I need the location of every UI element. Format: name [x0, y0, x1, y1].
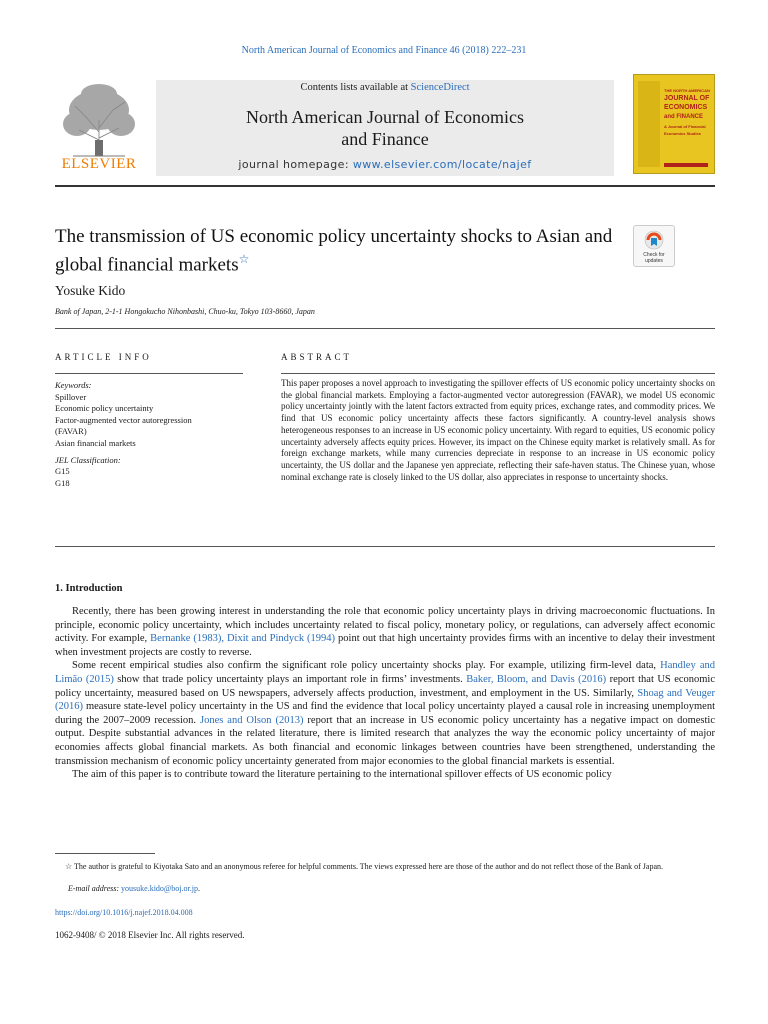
cover-bar — [664, 163, 708, 167]
paragraph — [55, 605, 715, 659]
cover-line: A Journal of Financial — [664, 124, 706, 129]
homepage-prefix: journal homepage: — [238, 158, 353, 171]
journal-title: North American Journal of Economics and Finance — [246, 107, 524, 149]
section-heading-introduction: 1. Introduction — [55, 583, 123, 594]
cover-strip — [638, 81, 660, 167]
publisher-name: ELSEVIER — [61, 156, 137, 172]
footnote — [55, 861, 715, 872]
journal-cover-thumbnail[interactable] — [633, 74, 715, 174]
jel-label: JEL Classification: — [55, 454, 121, 465]
article-info-rule — [55, 373, 243, 374]
email-label: E-mail address: — [68, 884, 120, 893]
text: Recently, there has been growing interest in understanding the role that economic policy uncertainty plays in driving macroeconomic fluctuations. In principle, economic policy uncertainty, which includes uncertainty related to fiscal policy, monetary policy, or regulations, can adversely affect economic activity. For example, — [55, 606, 715, 645]
citation-link[interactable]: Baker, Bloom, and Davis (2016) — [466, 673, 607, 685]
contents-prefix: Contents lists available at — [300, 82, 411, 93]
abstract-text: This paper proposes a novel approach to investigating the spillover effects of US economic policy uncertainty shocks on the global financial markets. Employing a factor-augmented vector autoregression (FAVAR), we model US economic policy uncertainty jointly with the latent factors extracted from equity prices, exchange rates, and commodity prices. We find that US economic policy uncertainty affects these factors significantly. A country-level analysis shows heterogeneous responses to an increase in US economic policy uncertainty. With regard to equities, US economic policy uncertainty adversely affects equity prices. However, its impact on the Chinese equity market is relatively small. As for foreign exchange markets, while many currencies depreciate in response to an increase in US economic policy uncertainty, the US dollar and the Japanese yen appreciate, reflecting their safe-haven status. The Chinese yuan, whose nominal exchange rate is closely linked to the US dollar, also appreciates in response to uncertainty shocks. — [281, 378, 715, 482]
copyright-notice: 1062-9408/ © 2018 Elsevier Inc. All rights reserved. — [55, 930, 245, 940]
sciencedirect-link[interactable]: ScienceDirect — [410, 82, 470, 93]
header-rule — [55, 185, 715, 187]
paper-title-text: The transmission of US economic policy uncertainty shocks to Asian and global financial markets — [55, 226, 613, 276]
citation-link[interactable]: Handley and Limão (2015) — [55, 660, 715, 685]
introduction-body — [55, 605, 715, 782]
cover-line: ECONOMICS — [664, 104, 708, 111]
text: Some recent empirical studies also confirm the significant role policy uncertainty shocks play. For example, utilizing firm-level data, — [72, 660, 661, 672]
check-updates-label: Check for updates — [643, 252, 665, 264]
email-link[interactable]: yousuke.kido@boj.or.jp — [121, 884, 198, 893]
doi-link[interactable]: https://doi.org/10.1016/j.najef.2018.04.008 — [55, 908, 193, 917]
masthead — [55, 72, 715, 174]
article-info-panel — [55, 380, 245, 489]
cover-line: and FINANCE — [664, 114, 703, 120]
journal-citation-link[interactable]: North American Journal of Economics and Finance 46 (2018) 222–231 — [241, 45, 527, 56]
check-updates-icon — [634, 226, 674, 252]
citation-link[interactable]: Bernanke (1983), Dixit and Pindyck (1994) — [150, 633, 336, 645]
keyword-item: Spillover — [55, 391, 87, 402]
cover-line: JOURNAL OF — [664, 95, 710, 102]
email-end: . — [197, 884, 200, 893]
cover-line: Economics Studies — [664, 131, 701, 136]
paragraph — [55, 659, 715, 768]
text: report that an increase in US economic policy uncertainty has a negative impact on domestic output. Despite substantial advances in the related literature, there is limited research that analyzes the way the economic policy uncertainty of major economies affects global financial markets. As both financial and economic linkages between countries have been strengthened, understanding the transmission mechanism of economic policy uncertainty generated from major economies to the global financial markets is essential. — [55, 714, 716, 767]
keyword-item: Factor-augmented vector autoregression — [55, 414, 192, 425]
citation-link[interactable]: Jones and Olson (2013) — [200, 714, 304, 726]
jel-code: G18 — [55, 477, 70, 488]
keyword-item: Asian financial markets — [55, 437, 136, 448]
title-footnote-mark[interactable]: ☆ — [238, 252, 250, 266]
keyword-item: Economic policy uncertainty — [55, 403, 154, 414]
citation-link[interactable]: Shoag and Veuger (2016) — [55, 687, 715, 713]
jel-code: G15 — [55, 466, 70, 477]
article-info-heading: ARTICLE INFO — [55, 352, 152, 362]
affiliation-rule — [55, 328, 715, 329]
author-affiliation: Bank of Japan, 2-1-1 Hongokucho Nihonbashi, Chuo-ku, Tokyo 103-8660, Japan — [55, 307, 315, 316]
keyword-item: (FAVAR) — [55, 426, 87, 437]
text: show that trade policy uncertainty plays an important role in firms’ investments. — [113, 673, 467, 685]
text: point out that high uncertainty provides firms with an incentive to delay their investment when investment projects are costly to reverse. — [55, 633, 715, 658]
homepage-link[interactable]: www.elsevier.com/locate/najef — [352, 158, 532, 171]
paragraph: The aim of this paper is to contribute toward the literature pertaining to the international spillover effects of US economic policy — [72, 769, 612, 781]
abstract-rule — [281, 373, 715, 374]
check-for-updates-button[interactable] — [633, 225, 675, 267]
homepage-line — [156, 158, 614, 171]
footnote-rule — [55, 853, 155, 854]
abstract-bottom-rule — [55, 546, 715, 547]
text: report that US economic policy uncertainty, measured based on US newspapers, adversely affects production, investment, and employment in the US. Similarly, — [55, 673, 716, 699]
abstract-heading: ABSTRACT — [281, 352, 353, 362]
footnote-mark: ☆ — [65, 862, 73, 871]
contents-line — [156, 82, 614, 93]
paper-title — [55, 225, 615, 276]
text: measure state-level policy uncertainty in the US and find the evidence that local policy uncertainty played a causal role in increasing unemployment during the 2007–2009 recession. — [55, 701, 715, 726]
keywords-label: Keywords: — [55, 380, 92, 390]
cover-line: THE NORTH AMERICAN — [664, 88, 710, 93]
author-name: Yosuke Kido — [55, 283, 126, 298]
footnote-text: The author is grateful to Kiyotaka Sato and an anonymous referee for helpful comments. The views expressed here are those of the author and do not reflect those of the Bank of Japan. — [72, 862, 664, 871]
email-line — [68, 884, 200, 893]
